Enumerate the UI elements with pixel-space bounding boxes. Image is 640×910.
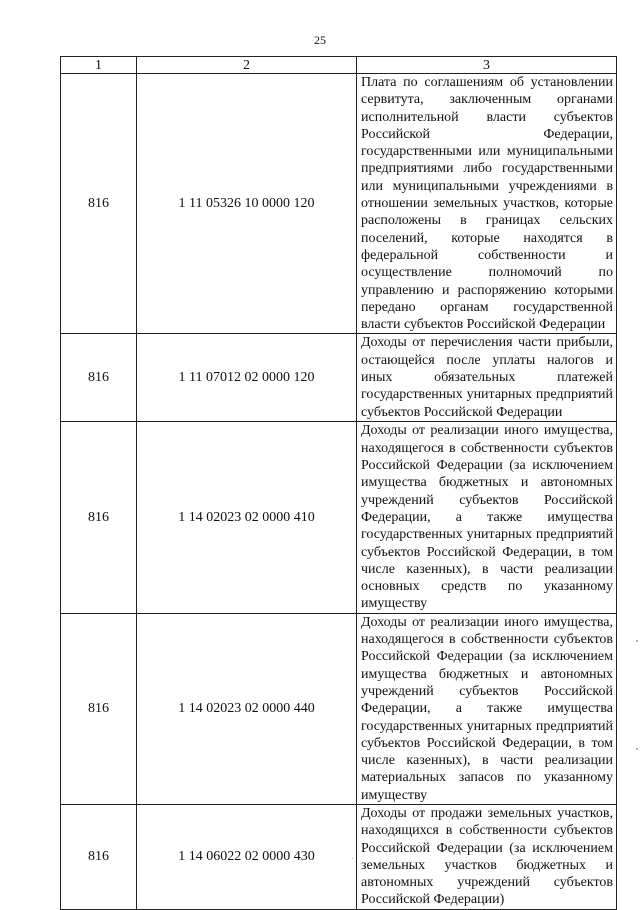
scan-speck	[636, 748, 638, 750]
admin-code-cell: 816	[61, 422, 137, 613]
description-cell: Доходы от реализации иного имущества, находящегося в собственности субъектов Российской Федерации (за исключением имущества бюджетных и автономных учреждений субъектов Российской Федерации, а также имущества государственных унитарных предприятий субъектов Российской Федерации, в том числе казенных), в части реализации материальных запасов по указанному имуществу	[357, 613, 617, 804]
admin-code-cell: 816	[61, 74, 137, 334]
scan-speck	[352, 858, 353, 859]
kbk-code-cell: 1 14 02023 02 0000 410	[137, 422, 357, 613]
scan-speck	[636, 640, 638, 642]
kbk-code-cell: 1 11 07012 02 0000 120	[137, 334, 357, 422]
table-row	[61, 804, 617, 909]
table-row	[61, 334, 617, 422]
column-header-2: 2	[137, 57, 357, 74]
admin-code-cell: 816	[61, 613, 137, 804]
column-header-3: 3	[357, 57, 617, 74]
table-header-row	[61, 57, 617, 74]
page-number: 25	[314, 33, 326, 47]
kbk-code-cell: 1 14 02023 02 0000 440	[137, 613, 357, 804]
description-cell: Доходы от перечисления части прибыли, остающейся после уплаты налогов и иных обязательных платежей государственных унитарных предприятий субъектов Российской Федерации	[357, 334, 617, 422]
admin-code-cell: 816	[61, 804, 137, 909]
kbk-code-cell: 1 14 06022 02 0000 430	[137, 804, 357, 909]
kbk-code-cell: 1 11 05326 10 0000 120	[137, 74, 357, 334]
table-row	[61, 613, 617, 804]
description-cell: Доходы от продажи земельных участков, находящихся в собственности субъектов Российской Федерации (за исключением земельных участков бюджетных и автономных учреждений субъектов Российской Федерации)	[357, 804, 617, 909]
revenue-codes-table	[60, 56, 617, 910]
table-row	[61, 422, 617, 613]
column-header-1: 1	[61, 57, 137, 74]
description-cell: Плата по соглашениям об установлении сервитута, заключенным органами исполнительной власти субъектов Российской Федерации, государственными или муниципальными предприятиями либо государственными или муниципальными учреждениями в отношении земельных участков, которые расположены в границах сельских поселений, которые находятся в федеральной собственности и осуществление полномочий по управлению и распоряжению которыми передано органам государственной власти субъектов Российской Федерации	[357, 74, 617, 334]
table-row	[61, 74, 617, 334]
description-cell: Доходы от реализации иного имущества, находящегося в собственности субъектов Российской Федерации (за исключением имущества бюджетных и автономных учреждений субъектов Российской Федерации, а также имущества государственных унитарных предприятий субъектов Российской Федерации, в том числе казенных), в части реализации основных средств по указанному имуществу	[357, 422, 617, 613]
admin-code-cell: 816	[61, 334, 137, 422]
